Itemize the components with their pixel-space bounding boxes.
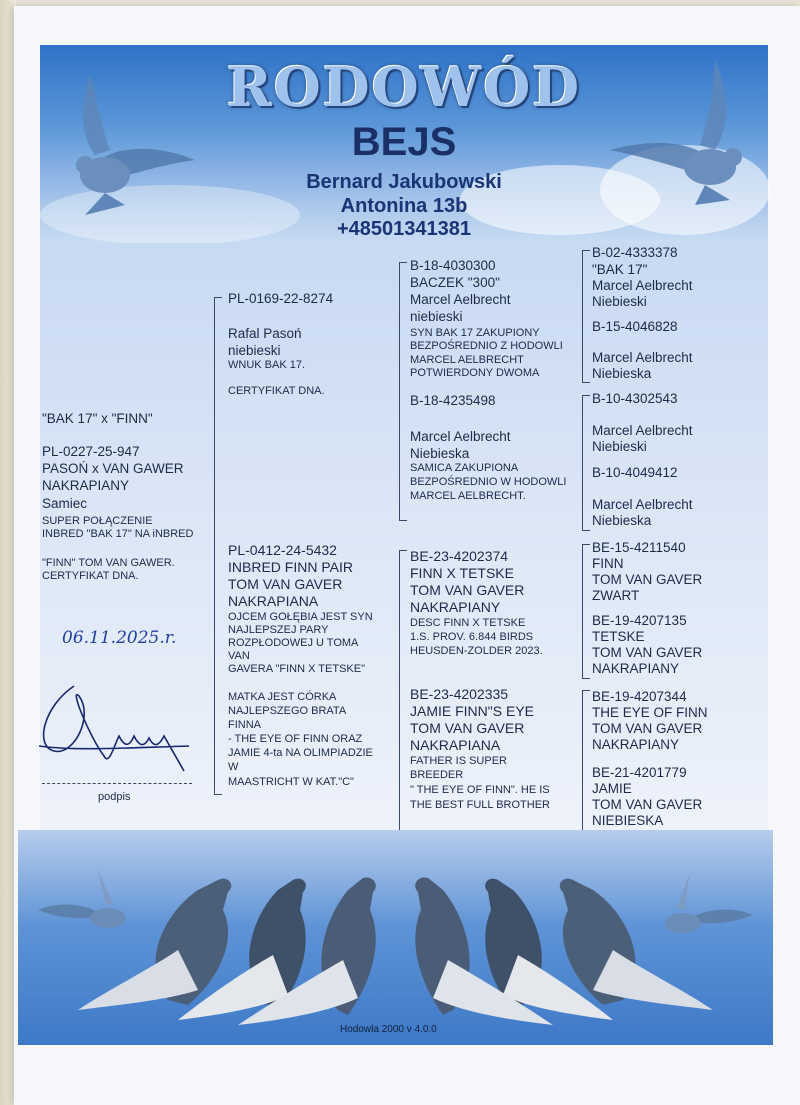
subject-pairing: "BAK 17" x "FINN" bbox=[42, 411, 153, 426]
g5-ring: BE-15-4211540 bbox=[592, 540, 686, 555]
subject-note: INBRED "BAK 17" NA iNBRED bbox=[42, 528, 194, 540]
connector bbox=[399, 520, 407, 521]
mm-note: FATHER IS SUPER bbox=[410, 755, 507, 767]
connector bbox=[582, 530, 590, 531]
g3-color: Niebieski bbox=[592, 439, 647, 454]
father-ring: PL-0169-22-8274 bbox=[228, 291, 334, 306]
owner-phone: +48501341381 bbox=[336, 218, 472, 240]
owner-name: Bernard Jakubowski bbox=[306, 171, 502, 193]
mother-note: MAASTRICHT W KAT."C" bbox=[228, 776, 354, 788]
father-note: WNUK BAK 17. bbox=[228, 359, 306, 371]
page-title: RODOWÓD bbox=[226, 55, 582, 119]
mm-breeder: TOM VAN GAVER bbox=[410, 720, 525, 736]
fm-note: SAMICA ZAKUPIONA bbox=[410, 462, 519, 474]
g4-breeder: Marcel Aelbrecht bbox=[592, 497, 693, 512]
ff-breeder: Marcel Aelbrecht bbox=[410, 292, 511, 307]
mother-note: MATKA JEST CÓRKA bbox=[228, 691, 337, 703]
connector bbox=[582, 544, 583, 678]
mf-ring: BE-23-4202374 bbox=[410, 548, 509, 564]
mm-note: THE BEST FULL BROTHER bbox=[410, 799, 550, 811]
g1-color: Niebieski bbox=[592, 294, 647, 309]
mm-ring: BE-23-4202335 bbox=[410, 686, 509, 702]
g7-name: THE EYE OF FINN bbox=[592, 705, 708, 720]
subject-note: SUPER POŁĄCZENIE bbox=[42, 515, 153, 527]
mother-note: OJCEM GOŁĘBIA JEST SYN bbox=[228, 611, 373, 623]
fm-note: MARCEL AELBRECHT. bbox=[410, 490, 526, 502]
pigeons-illustration bbox=[18, 830, 773, 1045]
g5-name: FINN bbox=[592, 556, 624, 571]
subject-line: PASOŃ x VAN GAWER bbox=[42, 461, 184, 476]
fm-color: Niebieska bbox=[410, 446, 470, 461]
ff-note: SYN BAK 17 ZAKUPIONY bbox=[410, 327, 540, 339]
fm-ring: B-18-4235498 bbox=[410, 393, 496, 408]
connector bbox=[582, 690, 583, 832]
subject-color: NAKRAPIANY bbox=[42, 478, 130, 493]
g2-color: Niebieska bbox=[592, 366, 652, 381]
g3-breeder: Marcel Aelbrecht bbox=[592, 423, 693, 438]
ff-ring: B-18-4030300 bbox=[410, 258, 496, 273]
g2-ring: B-15-4046828 bbox=[592, 319, 678, 334]
pigeon-name: BEJS bbox=[351, 120, 457, 164]
mf-note: 1.S. PROV. 6.844 BIRDS bbox=[410, 631, 534, 643]
mother-name: INBRED FINN PAIR bbox=[228, 559, 353, 575]
g8-breeder: TOM VAN GAVER bbox=[592, 797, 703, 812]
mm-note: BREEDER bbox=[410, 769, 464, 781]
subject-sex: Samiec bbox=[42, 496, 88, 511]
mother-note: JAMIE 4-ta NA OLIMPIADZIE bbox=[228, 747, 373, 759]
g8-ring: BE-21-4201779 bbox=[592, 765, 687, 780]
fm-note: BEZPOŚREDNIO W HODOWLI bbox=[410, 476, 567, 488]
mother-color: NAKRAPIANA bbox=[228, 593, 319, 609]
g1-breeder: Marcel Aelbrecht bbox=[592, 278, 693, 293]
mother-note: W bbox=[228, 761, 239, 773]
mf-note: DESC FINN X TETSKE bbox=[410, 617, 526, 629]
connector bbox=[582, 690, 590, 691]
mm-note: " THE EYE OF FINN". HE IS bbox=[410, 784, 550, 796]
g7-ring: BE-19-4207344 bbox=[592, 689, 687, 704]
mm-name: JAMIE FINN"S EYE bbox=[410, 703, 534, 719]
g4-ring: B-10-4049412 bbox=[592, 465, 678, 480]
g5-breeder: TOM VAN GAVER bbox=[592, 572, 703, 587]
g1-name: "BAK 17" bbox=[592, 262, 648, 277]
connector bbox=[214, 297, 215, 794]
signature-date: 06.11.2025.r. bbox=[62, 628, 177, 648]
mother-note: NAJLEPSZEJ PARY bbox=[228, 624, 329, 636]
g6-color: NAKRAPIANY bbox=[592, 661, 680, 676]
g3-ring: B-10-4302543 bbox=[592, 391, 678, 406]
connector bbox=[582, 382, 590, 383]
g7-breeder: TOM VAN GAVER bbox=[592, 721, 703, 736]
ff-note: BEZPOŚREDNIO Z HODOWLI bbox=[410, 340, 563, 352]
father-breeder: Rafal Pasoń bbox=[228, 326, 302, 341]
mf-name: FINN X TETSKE bbox=[410, 565, 514, 581]
mother-note: - THE EYE OF FINN ORAZ bbox=[228, 733, 363, 745]
father-color: niebieski bbox=[228, 343, 281, 358]
g6-breeder: TOM VAN GAVER bbox=[592, 645, 703, 660]
connector bbox=[399, 550, 400, 832]
mf-breeder: TOM VAN GAVER bbox=[410, 582, 525, 598]
mother-note: NAJLEPSZEGO BRATA bbox=[228, 705, 347, 717]
g6-name: TETSKE bbox=[592, 629, 645, 644]
ff-color: niebieski bbox=[410, 309, 463, 324]
subject-note: "FINN" TOM VAN GAWER. bbox=[42, 557, 175, 569]
signature-line bbox=[42, 783, 192, 784]
connector bbox=[399, 262, 407, 263]
ff-note: POTWIERDONY DWOMA bbox=[410, 367, 540, 379]
connector bbox=[582, 678, 590, 679]
subject-note: CERTYFIKAT DNA. bbox=[42, 570, 139, 582]
subject-ring: PL-0227-25-947 bbox=[42, 444, 140, 459]
connector bbox=[582, 395, 583, 530]
mf-note: HEUSDEN-ZOLDER 2023. bbox=[410, 645, 543, 657]
connector bbox=[399, 550, 407, 551]
mother-note: ROZPŁODOWEJ U TOMA bbox=[228, 637, 359, 649]
owner-address: Antonina 13b bbox=[340, 195, 468, 217]
connector bbox=[582, 395, 590, 396]
g4-color: Niebieska bbox=[592, 513, 652, 528]
handwritten-signature bbox=[34, 676, 194, 781]
mother-note: FINNA bbox=[228, 719, 261, 731]
g7-color: NAKRAPIANY bbox=[592, 737, 680, 752]
ff-note: MARCEL AELBRECHT bbox=[410, 354, 524, 366]
g2-breeder: Marcel Aelbrecht bbox=[592, 350, 693, 365]
connector bbox=[582, 250, 590, 251]
connector bbox=[582, 544, 590, 545]
g8-name: JAMIE bbox=[592, 781, 632, 796]
signature-label: podpis bbox=[98, 791, 131, 803]
g8-color: NIEBIESKA bbox=[592, 813, 664, 828]
connector bbox=[214, 794, 222, 795]
mother-breeder: TOM VAN GAVER bbox=[228, 576, 343, 592]
mf-color: NAKRAPIANY bbox=[410, 599, 501, 615]
g6-ring: BE-19-4207135 bbox=[592, 613, 687, 628]
footer-banner bbox=[18, 830, 773, 1045]
ff-name: BACZEK "300" bbox=[410, 275, 500, 290]
fm-breeder: Marcel Aelbrecht bbox=[410, 429, 511, 444]
software-version: Hodowla 2000 v 4.0.0 bbox=[340, 1024, 437, 1035]
mm-color: NAKRAPIANA bbox=[410, 737, 501, 753]
father-note: CERTYFIKAT DNA. bbox=[228, 385, 325, 397]
mother-ring: PL-0412-24-5432 bbox=[228, 542, 337, 558]
connector bbox=[582, 250, 583, 382]
mother-note: GAVERA "FINN X TETSKE" bbox=[228, 663, 365, 675]
connector bbox=[214, 297, 222, 298]
g5-color: ZWART bbox=[592, 588, 640, 603]
g1-ring: B-02-4333378 bbox=[592, 245, 678, 260]
mother-note: VAN bbox=[228, 650, 250, 662]
connector bbox=[399, 262, 400, 520]
